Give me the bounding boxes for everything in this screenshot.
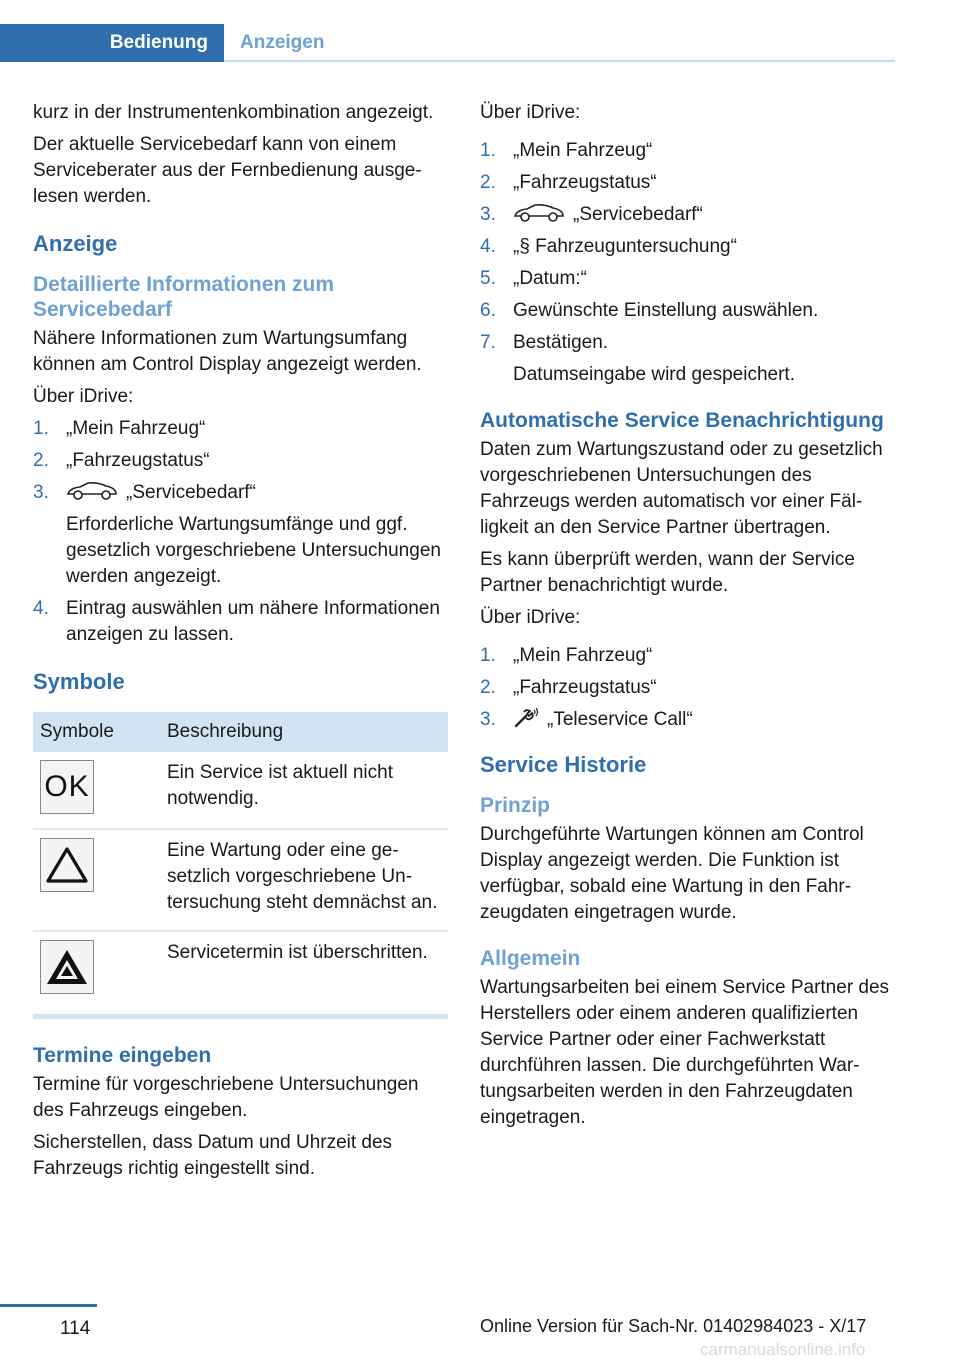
list-item: [480, 138, 900, 164]
step-text: „Fahrzeugstatus“: [513, 172, 657, 193]
table-end-rule: [33, 1014, 448, 1019]
header-tabbar: [0, 0, 895, 62]
list-item: [33, 416, 448, 442]
step-number: 3.: [480, 709, 496, 730]
page-number: 114: [60, 1318, 91, 1339]
heading-anzeige: Anzeige: [33, 231, 118, 256]
list-item: [480, 266, 900, 292]
paragraph: Daten zum Wartungszustand oder zu gesetzlich vorgeschriebenen Untersuchungen des Fahrzeugs werden automatisch vor einer Fälligkeit an den Service Partner übertragen.: [480, 439, 883, 538]
list-item: [33, 448, 448, 474]
table-header-row: [33, 712, 448, 752]
paragraph: Sicherstellen, dass Datum und Uhrzeit des Fahrzeugs richtig eingestellt sind.: [33, 1132, 393, 1179]
step-text: „Mein Fahrzeug“: [513, 140, 653, 161]
step-text: „Servicebedarf“: [126, 482, 256, 503]
car-service-icon: [66, 481, 118, 501]
step-number: 2.: [480, 677, 496, 698]
online-version-text: Online Version für Sach-Nr. 01402984023 - X/17: [480, 1316, 867, 1336]
paragraph: Durchgeführte Wartungen können am Control Display angezeigt werden. Die Funktion ist verfügbar, sobald eine Wartung in den Fahrzeugdaten eingetragen wurde.: [480, 824, 864, 923]
step-text: „Teleservice Call“: [547, 709, 693, 730]
teleservice-wrench-icon: [513, 708, 539, 728]
step-text: „Servicebedarf“: [573, 204, 703, 225]
paragraph: Wartungsarbeiten bei einem Service Partner des Herstellers oder einem anderen qualifizierten Service Partner oder einer Fachwerkstatt durchführen lassen. Die durchgeführten Wartungsarbeiten werden in den Fahrzeugdaten eingetragen.: [480, 977, 890, 1128]
paragraph: Es kann überprüft werden, wann der Service Partner benachrichtigt wurde.: [480, 549, 855, 596]
left-column: [33, 100, 448, 1188]
heading-termine: Termine eingeben: [33, 1044, 212, 1067]
list-item: [33, 596, 448, 648]
list-item: [480, 170, 900, 196]
step-text: Eintrag auswählen um nähere Informationen anzeigen zu lassen.: [66, 598, 440, 645]
column-header: Symbole: [33, 712, 157, 752]
heading-auto-service: Automatische Service Benachrichtigung: [480, 409, 884, 432]
step-text: Gewünschte Einstellung auswählen.: [513, 300, 819, 321]
heading-symbole: Symbole: [33, 669, 125, 694]
heading-service-historie: Service Historie: [480, 752, 647, 777]
step-number: 1.: [33, 418, 49, 439]
step-text: „Datum:“: [513, 268, 587, 289]
column-header: Beschreibung: [157, 712, 448, 752]
footer-rule: [0, 1304, 97, 1307]
steps-list-right: [480, 138, 900, 388]
table-row: [33, 829, 448, 931]
paragraph: Der aktuelle Servicebedarf kann von einem Serviceberater aus der Fernbedienung ausgelesen werden.: [33, 134, 422, 207]
step-number: 5.: [480, 268, 496, 289]
watermark: carmanualsonline.info: [700, 1340, 866, 1359]
paragraph: Über iDrive:: [33, 386, 134, 407]
step-number: 2.: [33, 450, 49, 471]
steps-list-right-2: [480, 643, 900, 733]
tab-bedienung[interactable]: Bedienung: [0, 24, 224, 62]
heading-prinzip: Prinzip: [480, 794, 551, 817]
step-number: 4.: [33, 598, 49, 619]
tab-underline: [224, 60, 895, 62]
list-item: [480, 298, 900, 324]
step-text: „§ Fahrzeuguntersuchung“: [513, 236, 737, 257]
list-item: [480, 234, 900, 260]
step-number: 3.: [480, 204, 496, 225]
paragraph: Über iDrive:: [480, 607, 581, 628]
list-item: [480, 707, 900, 733]
table-cell: Eine Wartung oder eine gesetzlich vorgeschriebene Untersuchung steht demnächst an.: [157, 829, 448, 931]
heading-allgemein: Allgemein: [480, 947, 581, 970]
step-text: Bestätigen.: [513, 332, 609, 353]
step-number: 7.: [480, 332, 496, 353]
tab-anzeigen[interactable]: Anzeigen: [240, 32, 325, 53]
step-number: 1.: [480, 140, 496, 161]
step-number: 4.: [480, 236, 496, 257]
step-number: 3.: [33, 482, 49, 503]
paragraph: kurz in der Instrumentenkombination angezeigt.: [33, 102, 434, 123]
step-text: „Fahrzeugstatus“: [513, 677, 657, 698]
step-text: „Mein Fahrzeug“: [66, 418, 206, 439]
paragraph: Nähere Informationen zum Wartungsumfang können am Control Display angezeigt werden.: [33, 328, 422, 375]
step-subtext: Erforderliche Wartungsumfänge und ggf. gesetzlich vorgeschriebene Untersuchungen werden angezeigt.: [66, 514, 441, 587]
list-item: [480, 202, 900, 228]
warning-triangle-filled-icon: [40, 940, 94, 994]
car-service-icon: [513, 203, 565, 223]
table-cell: Ein Service ist aktuell nicht notwendig.: [157, 752, 448, 829]
step-number: 1.: [480, 645, 496, 666]
paragraph: Über iDrive:: [480, 102, 581, 123]
step-text: „Fahrzeugstatus“: [66, 450, 210, 471]
list-item: [480, 330, 900, 388]
table-row: [33, 752, 448, 829]
warning-triangle-icon: [40, 838, 94, 892]
list-item: [480, 643, 900, 669]
list-item: [480, 675, 900, 701]
right-column: [480, 100, 900, 1137]
list-item: [33, 480, 448, 590]
table-cell: Servicetermin ist überschritten.: [167, 942, 428, 963]
heading-detail: Detaillierte Informationen zum Servicebedarf: [33, 273, 335, 321]
ok-icon: OK: [40, 760, 94, 814]
step-text: „Mein Fahrzeug“: [513, 645, 653, 666]
paragraph: Termine für vorgeschriebene Untersuchungen des Fahrzeugs eingeben.: [33, 1074, 419, 1121]
table-row: [33, 931, 448, 1008]
step-number: 2.: [480, 172, 496, 193]
step-subtext: Datumseingabe wird gespeichert.: [513, 364, 795, 385]
symbol-table: [33, 712, 448, 1008]
step-number: 6.: [480, 300, 496, 321]
steps-list-left: [33, 416, 448, 648]
